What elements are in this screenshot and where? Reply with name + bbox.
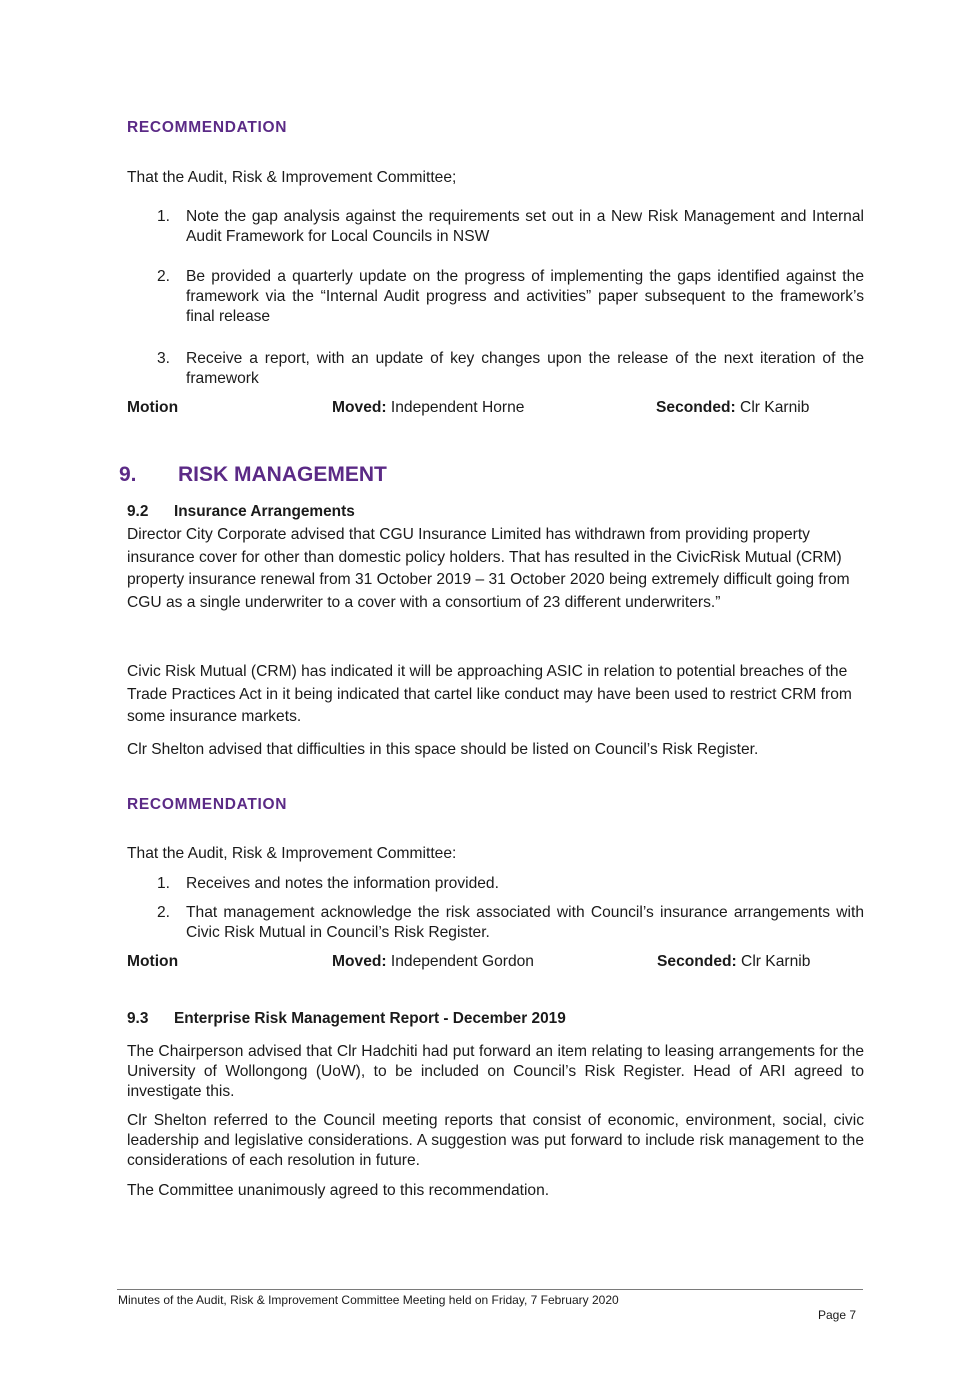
section-number: 9. [119,463,137,486]
list-item [127,874,864,894]
moved-by [332,398,524,418]
recommendation-heading: RECOMMENDATION [127,119,288,136]
recommendation-intro: That the Audit, Risk & Improvement Committee: [127,845,457,862]
motion-row [127,952,864,972]
subsection-heading [127,1010,727,1030]
footer-text: Minutes of the Audit, Risk & Improvement Committee Meeting held on Friday, 7 February 2020 [118,1293,619,1307]
paragraph: Director City Corporate advised that CGU Insurance Limited has withdrawn from providing property insurance cover for other than domestic policy holders. That has resulted in the CivicRisk Mutual (CRM) property insurance renewal from 31 October 2019 – 31 October 2020 being extremely difficult going from CGU as a single underwriter to a cover with a consortium of 23 different underwriters.” [127,526,850,611]
subsection-heading [127,503,527,523]
list-text: That management acknowledge the risk associated with Council’s insurance arrangements with Civic Risk Mutual in Council’s Risk Register. [186,904,864,941]
list-text: Receives and notes the information provided. [186,875,499,892]
list-item [127,349,864,389]
list-text: Note the gap analysis against the requirements set out in a New Risk Management and Internal Audit Framework for Local Councils in NSW [186,208,864,245]
paragraph: Civic Risk Mutual (CRM) has indicated it will be approaching ASIC in relation to potential breaches of the Trade Practices Act in it being indicated that cartel like conduct may have been used to restrict CRM from some insurance markets. [127,663,852,726]
page-number: Page 7 [818,1308,857,1322]
paragraph: The Chairperson advised that Clr Hadchiti had put forward an item relating to leasing arrangements for the University of Wollongong (UoW), to be included on Council’s Risk Register. Head of ARI agreed to investigate this. [127,1043,864,1100]
list-item [127,903,864,943]
seconded-by [657,952,810,972]
seconded-name: Clr Karnib [735,399,810,416]
moved-label: Moved: [332,399,387,416]
subsection-title: Enterprise Risk Management Report - December 2019 [174,1010,566,1027]
paragraph: The Committee unanimously agreed to this recommendation. [127,1182,550,1199]
list-number: 1. [157,875,171,892]
section-heading [119,463,419,489]
list-number: 2. [157,268,171,285]
list-text: Receive a report, with an update of key changes upon the release of the next iteration of the framework [186,350,864,387]
seconded-by [656,398,809,418]
seconded-label: Seconded: [656,399,736,416]
moved-name: Independent Horne [386,399,525,416]
recommendation-heading: RECOMMENDATION [127,796,288,813]
paragraph: Clr Shelton referred to the Council meeting reports that consist of economic, environment, social, civic leadership and legislative considerations. A suggestion was put forward to include risk management to the considerations of each resolution in future. [127,1112,864,1169]
moved-name: Independent Gordon [386,953,534,970]
list-text: Be provided a quarterly update on the progress of implementing the gaps identified against the framework via the “Internal Audit progress and activities” paper subsequent to the framework’s final release [186,268,864,325]
list-item [127,267,864,327]
list-number: 2. [157,904,171,921]
motion-label: Motion [127,953,179,970]
list-number: 3. [157,350,171,367]
moved-by [332,952,534,972]
motion-row [127,398,864,418]
motion-label: Motion [127,399,179,416]
moved-label: Moved: [332,953,387,970]
seconded-name: Clr Karnib [736,953,811,970]
seconded-label: Seconded: [657,953,737,970]
list-item [127,207,864,247]
footer-divider [117,1289,863,1290]
list-number: 1. [157,208,171,225]
subsection-number: 9.2 [127,503,149,520]
subsection-number: 9.3 [127,1010,149,1027]
recommendation-intro: That the Audit, Risk & Improvement Committee; [127,169,457,186]
paragraph: Clr Shelton advised that difficulties in this space should be listed on Council’s Risk Register. [127,741,759,758]
subsection-title: Insurance Arrangements [174,503,355,520]
section-title: RISK MANAGEMENT [178,463,387,486]
